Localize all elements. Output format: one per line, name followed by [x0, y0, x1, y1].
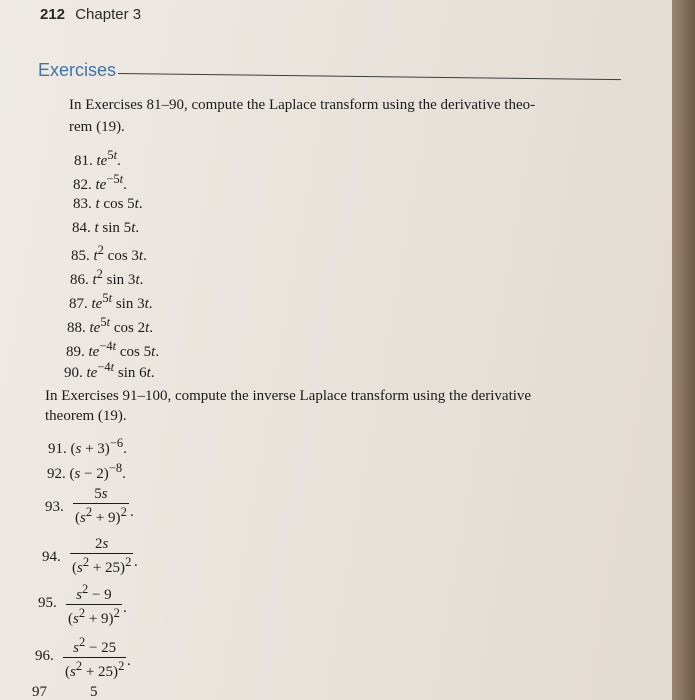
exercise-fraction [66, 582, 122, 628]
period-mark: . [127, 653, 131, 669]
exercise-number: 94. [42, 549, 61, 565]
exercise-item [74, 148, 121, 170]
exercise-number: 96. [35, 648, 54, 664]
exercise-expression: $t^2$ cos 3t. [93, 243, 147, 264]
exercise-numerator: $s^2 - 9$ [76, 582, 112, 603]
exercise-number: 86. [70, 272, 93, 288]
exercise-expression: $te^{-5t}$. [95, 172, 127, 193]
exercise-item [38, 582, 178, 626]
exercise-number: 93. [45, 499, 64, 515]
exercise-number: 97 [32, 684, 47, 700]
period-mark: . [130, 504, 134, 520]
exercise-expression: $t^2$ sin 3t. [92, 267, 144, 288]
exercise-number: 91. [48, 441, 71, 457]
exercise-number: 82. [73, 177, 96, 193]
exercise-expression: $te^{5t}$ sin 3t. [91, 291, 153, 312]
exercise-item [67, 315, 153, 337]
exercise-expression: t sin 5t. [94, 220, 140, 236]
exercise-item [47, 461, 126, 483]
exercise-expression: $te^{5t}$ cos 2t. [89, 315, 153, 336]
exercise-item [72, 220, 139, 237]
exercise-item [73, 172, 127, 194]
section-title: Exercises [38, 60, 117, 80]
exercise-expression: $te^{-4t}$ cos 5t. [88, 339, 160, 360]
exercise-expression: $(s + 3)^{-6}$. [70, 436, 127, 457]
exercise-item [35, 635, 175, 679]
exercise-fraction [73, 486, 129, 527]
exercise-expression: $te^{5t}$. [96, 148, 121, 169]
exercise-denominator: $(s^2 + 25)^2$ [65, 659, 125, 680]
intro-91-100-line2: theorem (19). [45, 408, 127, 424]
exercise-numerator: $s^2 - 25$ [73, 635, 117, 656]
period-mark: . [134, 554, 138, 570]
exercise-number: 85. [71, 248, 94, 264]
exercise-97-partial [32, 684, 152, 700]
exercise-number: 89. [66, 344, 89, 360]
period-mark: . [123, 600, 127, 616]
exercise-expression: $te^{-4t}$ sin 6t. [86, 360, 155, 381]
running-head [40, 6, 141, 23]
exercise-expression: $(s - 2)^{-8}$. [69, 461, 126, 482]
exercise-expression: t cos 5t. [95, 196, 143, 212]
section-rule [118, 73, 621, 80]
exercise-item [45, 486, 185, 530]
exercise-number: 87. [69, 296, 92, 312]
exercise-fraction [63, 635, 126, 681]
exercise-numerator: 5s [94, 486, 108, 502]
exercise-denominator: $(s^2 + 9)^2$ [68, 606, 120, 627]
exercise-numerator: 5 [90, 684, 98, 700]
chapter-label: Chapter 3 [75, 6, 142, 23]
intro-91-100-line1: In Exercises 91–100, compute the inverse Laplace transform using the derivative [45, 388, 532, 404]
exercise-denominator: $(s^2 + 25)^2$ [72, 555, 132, 576]
exercise-item [69, 291, 153, 313]
exercise-item [73, 196, 143, 213]
exercise-item [70, 267, 143, 289]
page-edge [672, 0, 695, 700]
exercise-number: 81. [74, 153, 97, 169]
exercise-fraction [70, 536, 133, 577]
exercise-number: 95. [38, 595, 57, 611]
exercise-number: 88. [67, 320, 90, 336]
intro-81-90-line2: rem (19). [69, 119, 125, 135]
exercise-number: 83. [73, 196, 96, 212]
exercise-item [66, 339, 159, 361]
exercise-item [42, 536, 182, 580]
exercise-number: 92. [47, 466, 70, 482]
exercise-number: 90. [64, 365, 87, 381]
intro-81-90-line1: In Exercises 81–90, compute the Laplace transform using the derivative theo- [69, 97, 536, 113]
exercise-item [48, 436, 127, 458]
exercise-item [71, 243, 147, 265]
exercise-denominator: $(s^2 + 9)^2$ [75, 505, 127, 526]
exercise-item [64, 360, 155, 382]
exercise-number: 84. [72, 220, 95, 236]
page-number: 212 [40, 6, 66, 23]
exercise-numerator: 2s [94, 536, 109, 552]
